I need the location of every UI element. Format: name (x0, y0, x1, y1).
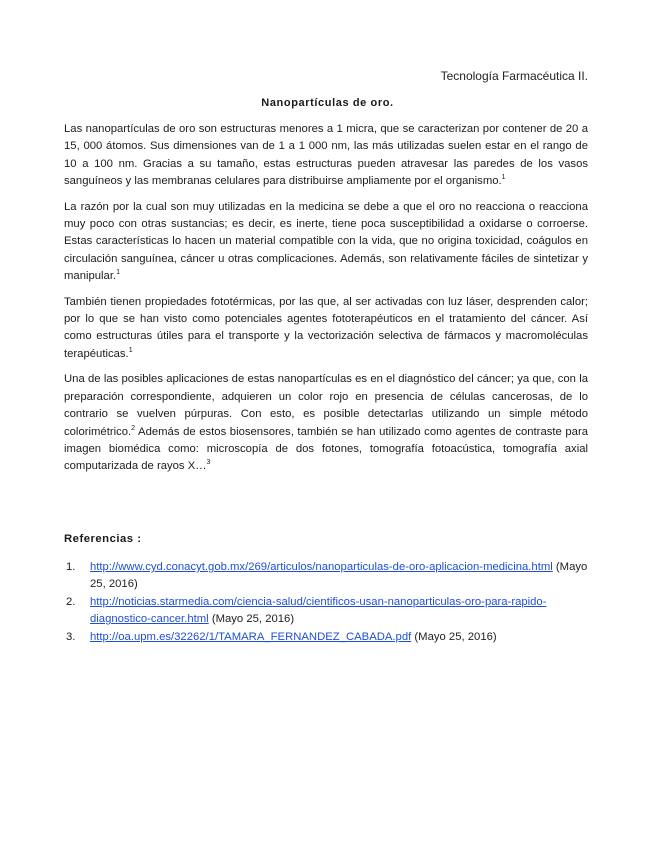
citation-superscript: 3 (206, 459, 211, 467)
document-title: Nanopartículas de oro. (261, 97, 394, 109)
reference-item (64, 559, 588, 594)
reference-link[interactable]: http://www.cyd.conacyt.gob.mx/269/articulos/nanoparticulas-de-oro-aplicacion-medicina.html (90, 561, 553, 573)
citation-superscript: 1 (116, 269, 121, 277)
paragraph-text-continued: Además de estos biosensores, también se han utilizado como agentes de contraste para imagen biomédica como: microscopía de dos fotones, tomografía fotoacústica, tomografía axial computarizada de rayos X… (64, 425, 588, 473)
paragraph-text: La razón por la cual son muy utilizadas en la medicina se debe a que el oro no reacciona o reacciona muy poco con otras sustancias; es decir, es inerte, tiene poca susceptibilidad a oxidarse o corroerse. Estas características lo hacen un material compatible con la vida, que no origina toxicidad, coágulos en circulación sanguínea, cáncer u otras complicaciones. Además, son relativamente fáciles de sintetizar y manipular. (64, 200, 588, 283)
course-header: Tecnología Farmacéutica II. (440, 69, 588, 83)
references-section (64, 533, 588, 646)
paragraph-2 (64, 199, 588, 286)
citation-superscript: 2 (131, 424, 136, 432)
reference-item (64, 594, 588, 629)
reference-number: 2. (66, 595, 76, 608)
reference-link[interactable]: http://oa.upm.es/32262/1/TAMARA_FERNANDEZ_CABADA.pdf (90, 630, 412, 643)
reference-date: (Mayo 25, 2016) (411, 630, 497, 643)
reference-item (64, 629, 588, 646)
paragraph-text: También tienen propiedades fototérmicas, por las que, al ser activadas con luz láser, desprenden calor; por lo que se han visto como potenciales agentes fototerapéuticos en el tratamiento del cáncer. Así como estructuras útiles para el transporte y la vectorización selectiva de fármacos y macromoléculas terapéuticas. (64, 295, 588, 360)
reference-number: 1. (66, 561, 76, 573)
reference-date: (Mayo 25, 2016) (90, 561, 588, 591)
reference-date: (Mayo 25, 2016) (208, 613, 295, 626)
paragraph-text: Una de las posibles aplicaciones de estas nanopartículas es en el diagnóstico del cáncer; ya que, con la preparación correspondiente, adquieren un color rojo en presencia de células cancerosas, de lo contrario se vuelven púrpuras. Con esto, es posible detectarlas utilizando un simple método colorimétrico. (64, 373, 588, 438)
reference-link[interactable]: http://noticias.starmedia.com/ciencia-salud/cientificos-usan-nanoparticulas-oro-para-rapido-diagnostico-cancer.html (90, 595, 547, 626)
paragraph-text: Las nanopartículas de oro son estructuras menores a 1 micra, que se caracterizan por contener de 20 a 15, 000 átomos. Sus dimensiones van de 1 a 1 000 nm, las más utilizadas suelen estar en el rango de 10 a 100 nm. Gracias a su tamaño, estas estructuras pueden atravesar las paredes de los vasos sanguíneos y las membranas celulares para distribuirse ampliamente por el organismo. (64, 123, 588, 188)
body-text (64, 121, 588, 484)
paragraph-4 (64, 371, 588, 475)
reference-number: 3. (66, 630, 76, 643)
citation-superscript: 1 (128, 347, 133, 355)
paragraph-3 (64, 294, 588, 364)
citation-superscript: 1 (501, 174, 506, 182)
references-heading: Referencias : (64, 533, 142, 545)
references-list (64, 559, 588, 646)
paragraph-1 (64, 121, 588, 191)
